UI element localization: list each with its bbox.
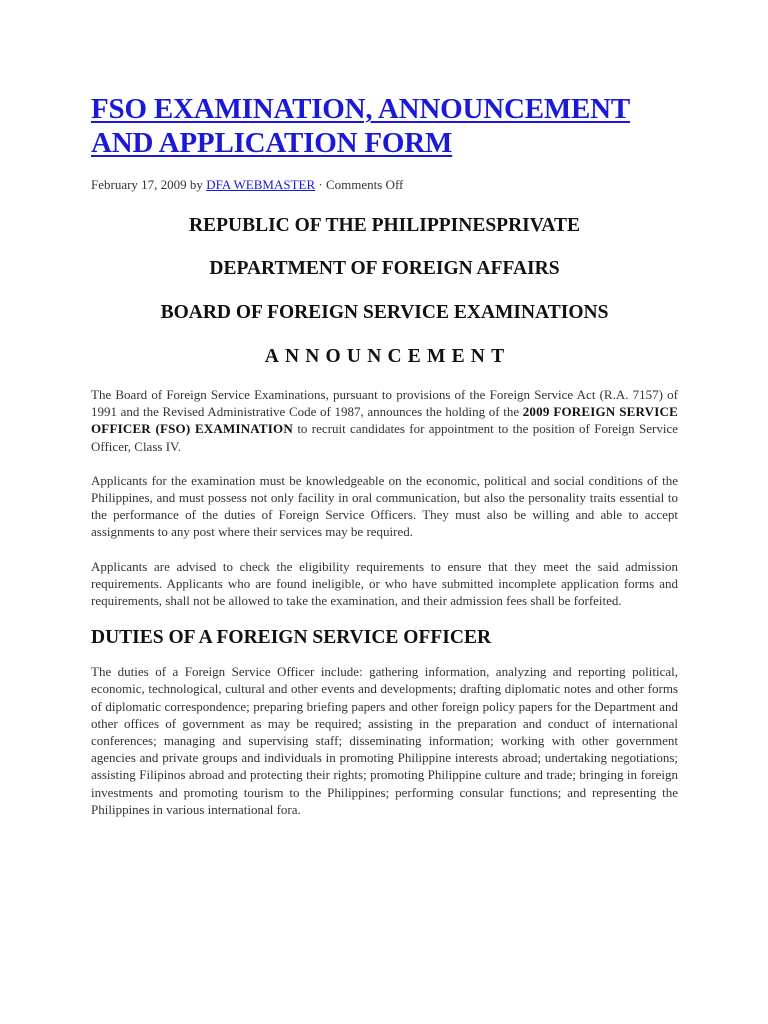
heading-board: BOARD OF FOREIGN SERVICE EXAMINATIONS [160, 302, 609, 323]
paragraph-intro-text-2: to recruit candidates for appointment to the position of Foreign Service Officer, Class IV. [91, 421, 678, 454]
article [91, 92, 678, 818]
paragraph-applicant-qualities: Applicants for the examination must be knowledgeable on the economic, political and social conditions of the Philippines, and must possess not only facility in oral communication, but also the personality traits essential to the performance of the duties of Foreign Service Officers. They must also be willing and able to accept assignments to any post where their services may be required. [91, 472, 678, 540]
paragraph-eligibility-advice: Applicants are advised to check the eligibility requirements to ensure that they meet the said admission requirements. Applicants who are found ineligible, or who have submitted incomplete application forms and requirements, shall not be allowed to take the examination, and their admission fees shall be forfeited. [91, 558, 678, 609]
article-title-link[interactable]: FSO EXAMINATION, ANNOUNCEMENT AND APPLICATION FORM [91, 93, 631, 159]
comments-status: · Comments Off [315, 177, 404, 192]
paragraph-duties: The duties of a Foreign Service Officer include: gathering information, analyzing and reporting political, economic, technological, cultural and other events and developments; drafting diplomatic notes and other forms of diplomatic correspondence; preparing briefing papers and other foreign policy papers for the Department and other offices of government as may be required; assisting in the preparation and conduct of international conferences; managing and supervising staff; disseminating information; working with other government agencies and private groups and individuals in promoting Philippine interests abroad; undertaking negotiations; assisting Filipinos abroad and protecting their rights; promoting Philippine culture and trade; bringing in foreign investments and promoting tourism to the Philippines; performing consular functions; and representing the Philippines in various international fora. [91, 664, 678, 817]
author-link[interactable]: DFA WEBMASTER [206, 177, 316, 192]
heading-department: DEPARTMENT OF FOREIGN AFFAIRS [209, 258, 560, 279]
section-heading-duties: DUTIES OF A FOREIGN SERVICE OFFICER [91, 627, 492, 649]
post-meta [91, 177, 678, 193]
paragraph-intro-text-1: The Board of Foreign Service Examinations, pursuant to provisions of the Foreign Service Act (R.A. 7157) of 1991 and the Revised Administrative Code of 1987, announces the holding of the [91, 387, 678, 420]
paragraph-intro [91, 386, 678, 455]
article-title [91, 92, 678, 160]
heading-republic: REPUBLIC OF THE PHILIPPINESPRIVATE [189, 215, 580, 236]
heading-announcement: ANNOUNCEMENT [264, 346, 511, 367]
exam-name-emphasis: 2009 FOREIGN SERVICE OFFICER (FSO) EXAMINATION [91, 404, 678, 437]
post-date: February 17, 2009 by [91, 177, 207, 192]
